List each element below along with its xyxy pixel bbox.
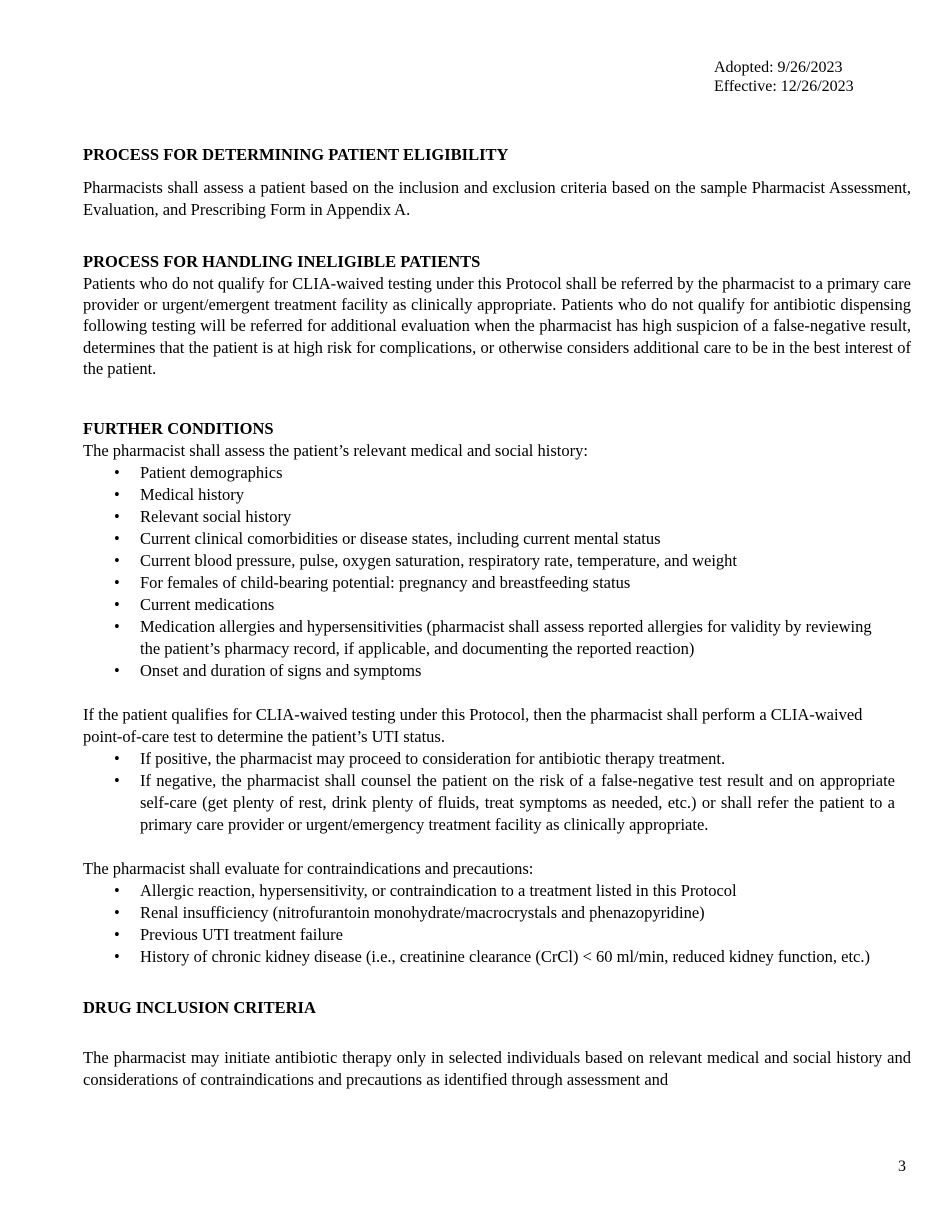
document-body	[83, 144, 911, 1091]
list-item: • Current clinical comorbidities or disease states, including current mental status	[83, 528, 911, 550]
paragraph-testing-intro: If the patient qualifies for CLIA-waived testing under this Protocol, then the pharmacist shall perform a CLIA-waived point-of-care test to determine the patient’s UTI status.	[83, 705, 863, 747]
page-number: 3	[898, 1158, 906, 1175]
section-heading-ineligible: PROCESS FOR HANDLING INELIGIBLE PATIENTS	[83, 252, 481, 271]
paragraph-contra-intro: The pharmacist shall evaluate for contraindications and precautions:	[83, 859, 534, 879]
list-item: • Medical history	[83, 484, 911, 506]
list-item: • For females of child-bearing potential: pregnancy and breastfeeding status	[83, 572, 911, 594]
list-item: • If positive, the pharmacist may proceed to consideration for antibiotic therapy treatment.	[83, 748, 911, 770]
list-item: • History of chronic kidney disease (i.e., creatinine clearance (CrCl) < 60 ml/min, reduced kidney function, etc.)	[83, 946, 911, 968]
list-item: • Onset and duration of signs and symptoms	[83, 660, 911, 682]
contraindications-list	[83, 880, 911, 968]
list-item: • If negative, the pharmacist shall counsel the patient on the risk of a false-negative test result and on appropriate self-care (get plenty of rest, drink plenty of fluids, treat symptoms as needed, etc.) or shall refer the patient to a primary care provider or urgent/emergency treatment facility as clinically appropriate.	[83, 770, 911, 836]
testing-list	[83, 748, 911, 836]
paragraph-ineligible: Patients who do not qualify for CLIA-waived testing under this Protocol shall be referred by the pharmacist to a primary care provider or urgent/emergent treatment facility as clinically appropriate. Patients who do not qualify for antibiotic dispensing following testing will be referred for additional evaluation when the pharmacist has high suspicion of a false-negative result, determines that the patient is at high risk for complications, or otherwise considers additional care to be in the best interest of the patient.	[83, 274, 911, 378]
list-item: • Medication allergies and hypersensitivities (pharmacist shall assess reported allergies for validity by reviewing the patient’s pharmacy record, if applicable, and documenting the reported reaction)	[83, 616, 911, 660]
list-item: • Patient demographics	[83, 462, 911, 484]
list-item: • Allergic reaction, hypersensitivity, or contraindication to a treatment listed in this Protocol	[83, 880, 911, 902]
list-item: • Previous UTI treatment failure	[83, 924, 911, 946]
paragraph-drug-inclusion: The pharmacist may initiate antibiotic therapy only in selected individuals based on relevant medical and social history and considerations of contraindications and precautions as identified through assessment and	[83, 1048, 911, 1090]
section-heading-drug-inclusion: DRUG INCLUSION CRITERIA	[83, 998, 316, 1018]
list-item: • Current blood pressure, pulse, oxygen saturation, respiratory rate, temperature, and weight	[83, 550, 911, 572]
list-item: • Relevant social history	[83, 506, 911, 528]
list-item: • Renal insufficiency (nitrofurantoin monohydrate/macrocrystals and phenazopyridine)	[83, 902, 911, 924]
header-dates	[714, 58, 854, 96]
history-list	[83, 462, 911, 682]
section-heading-further-conditions: FURTHER CONDITIONS	[83, 419, 274, 439]
section-heading-eligibility: PROCESS FOR DETERMINING PATIENT ELIGIBILITY	[83, 145, 509, 164]
list-item: • Current medications	[83, 594, 911, 616]
effective-date: Effective: 12/26/2023	[714, 78, 854, 95]
paragraph-history-intro: The pharmacist shall assess the patient’s relevant medical and social history:	[83, 441, 588, 461]
paragraph-eligibility: Pharmacists shall assess a patient based on the inclusion and exclusion criteria based on the sample Pharmacist Assessment, Evaluation, and Prescribing Form in Appendix A.	[83, 178, 911, 219]
adopted-date: Adopted: 9/26/2023	[714, 59, 843, 76]
